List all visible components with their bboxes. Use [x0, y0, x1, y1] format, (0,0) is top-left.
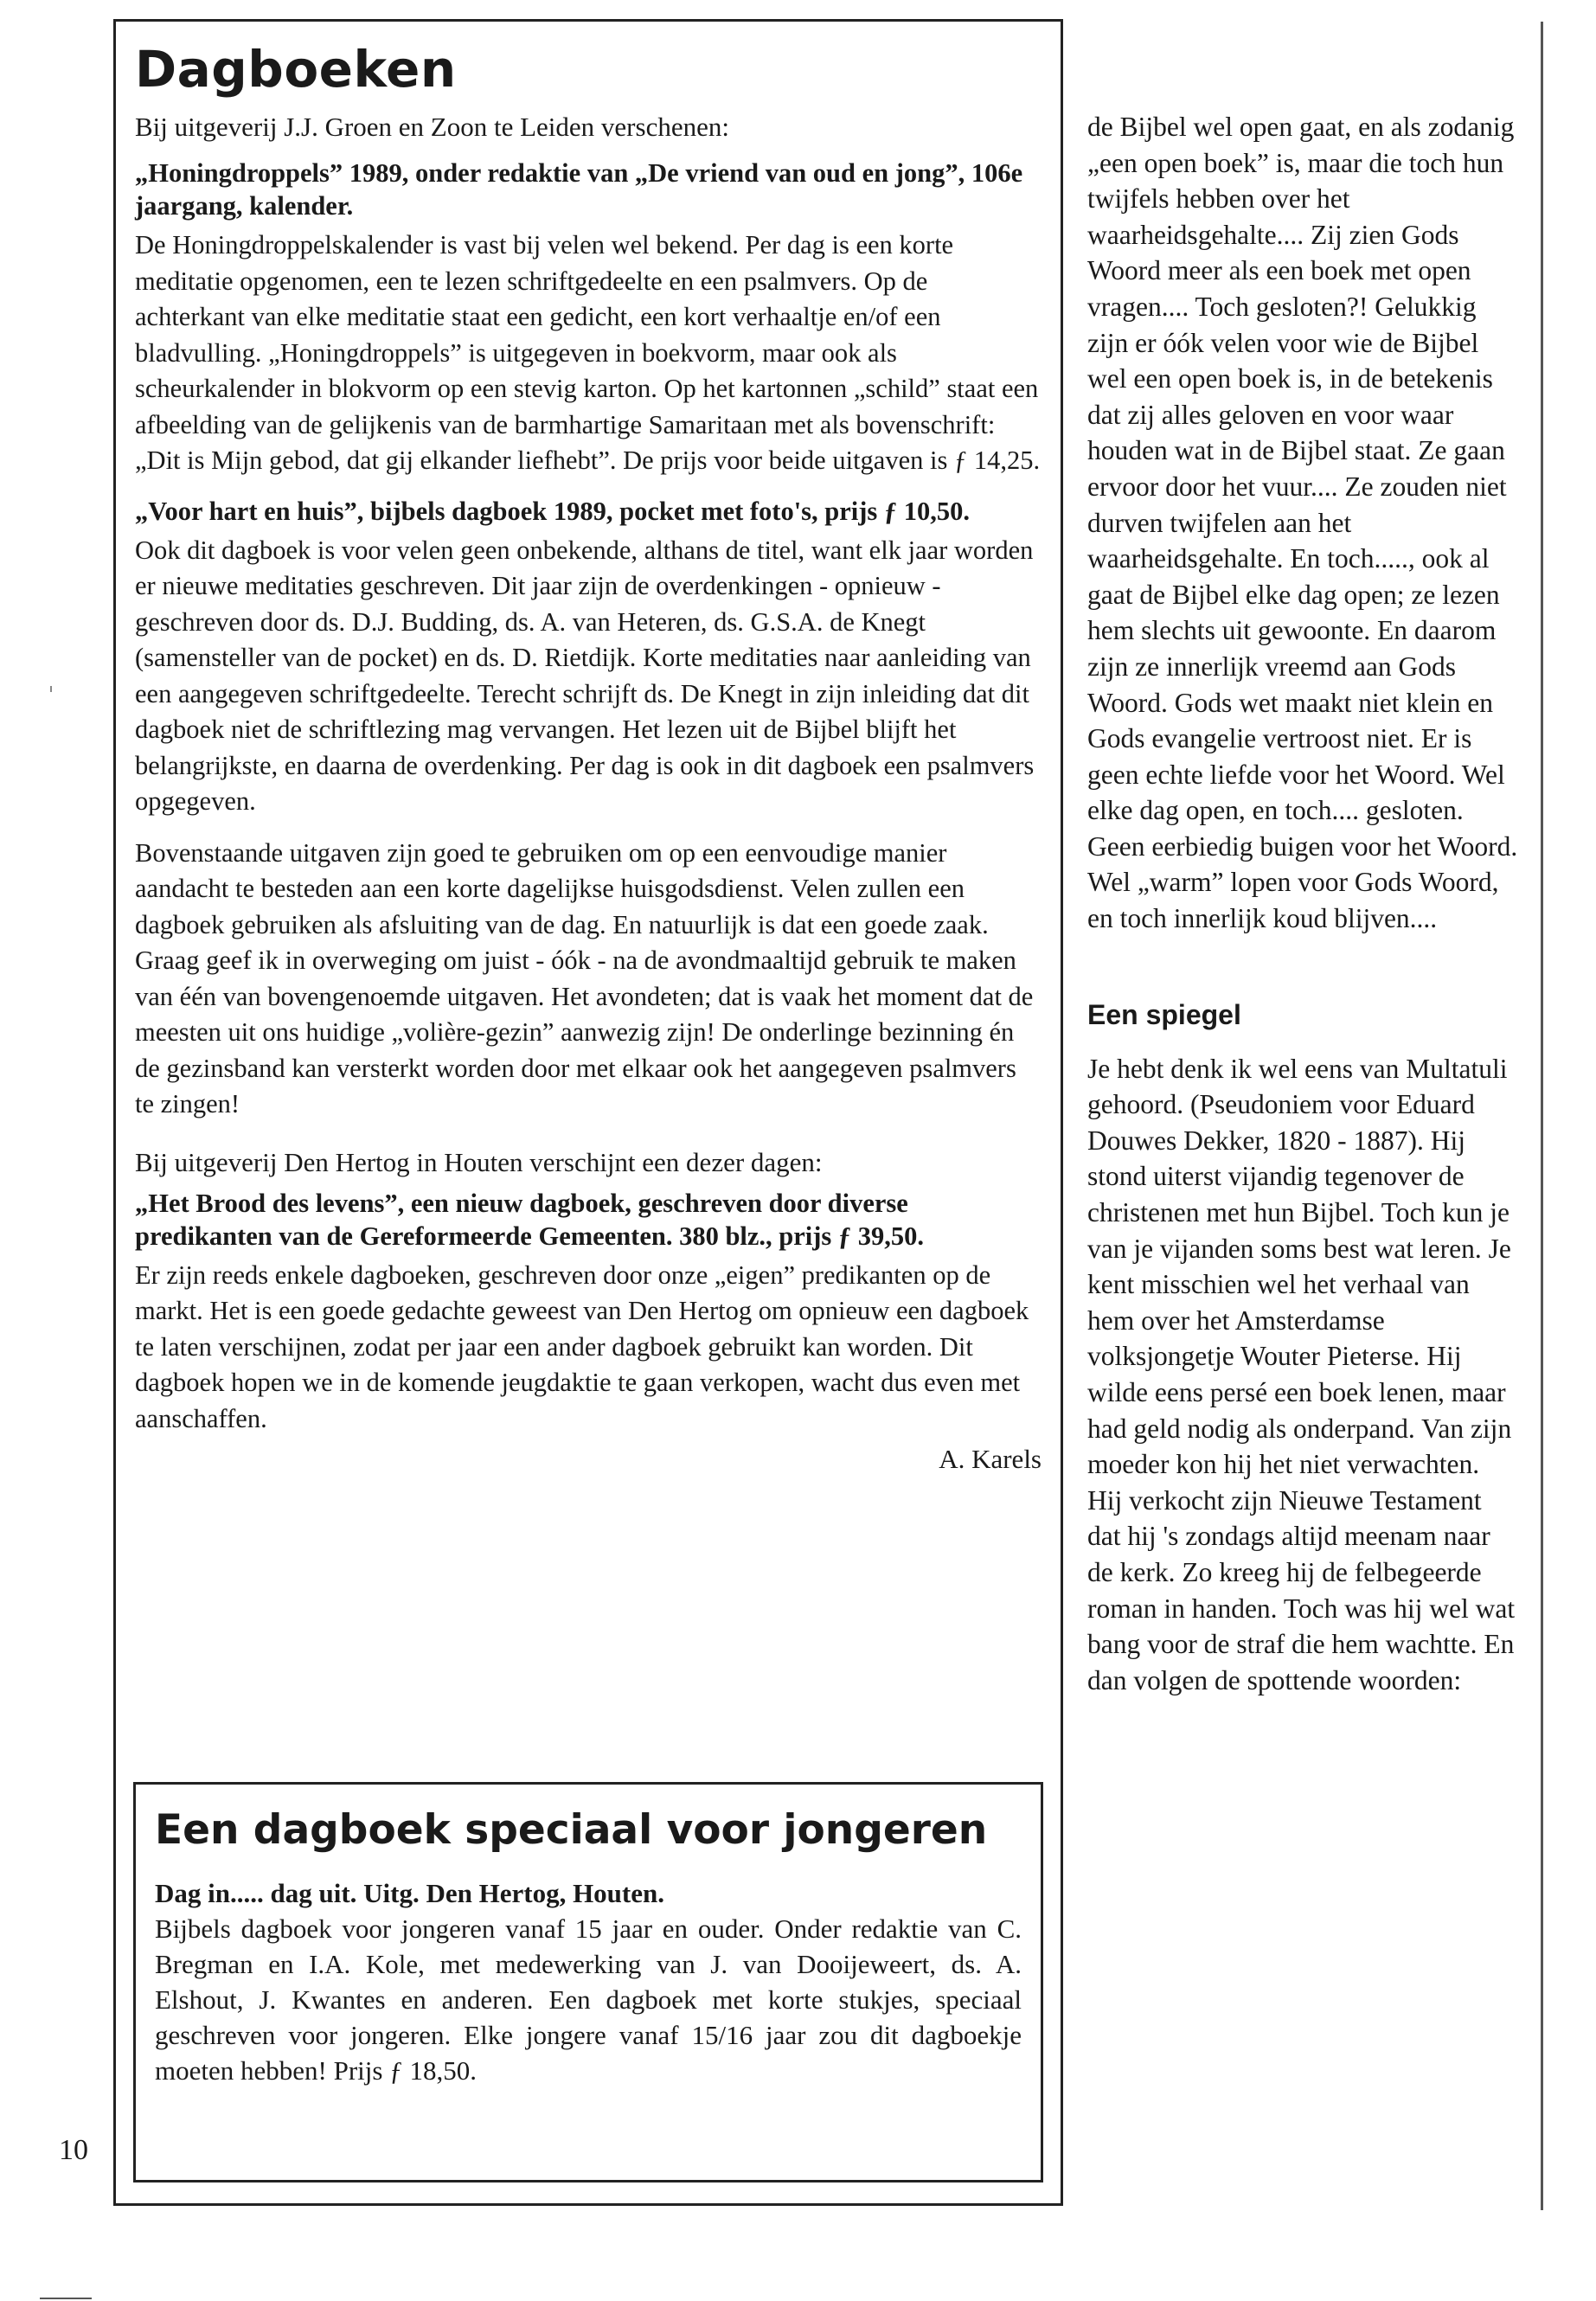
right-column-paragraph-2: Je hebt denk ik wel eens van Multatuli gehoord. (Pseudoniem voor Eduard Douwes Dekker, 1820 - 1887). Hij stond uiterst vijandig tegenover de christenen met hun Bijbel. Toch kun je van je vijanden soms best wat leren. Je kent misschien wel het verhaal van hem over het Amsterdamse volksjongetje Wouter Pieterse. Hij wilde eens persé een boek lenen, maar had geld nodig als onderpand. Van zijn moeder kon hij het niet verwachten. Hij verkocht zijn Nieuwe Testament dat hij 's zondags altijd meenam naar de kerk. Zo kreeg hij de felbegeerde roman in handen. Toch was hij wel wat bang voor de straf die hem wachtte. En dan volgen de spottende woorden: [1087, 1053, 1516, 1695]
jongeren-box-heading: Dag in..... dag uit. Uitg. Den Hertog, Houten. [155, 1878, 664, 1908]
intro-groen: Bij uitgeverij J.J. Groen en Zoon te Leiden verschenen: [135, 112, 729, 142]
brood-des-levens-text: Er zijn reeds enkele dagboeken, geschreven door onze „eigen” predikanten op de markt. Het is een goede gedachte geweest van Den Hertog om opnieuw een dagboek te laten verschijnen, zodat per jaar een ander dagboek gebruikt kan worden. Dit dagboek hopen we in de komende jeugdaktie te gaan verkopen, wacht dus even met aanschaffen. [135, 1259, 1029, 1433]
honingdroppels-text: De Honingdroppelskalender is vast bij velen wel bekend. Per dag is een korte meditatie opgenomen, een te lezen schriftgedeelte en een psalmvers. Op de achterkant van elke meditatie staat een gedicht, een kort verhaaltje en/of een bladvulling. „Honingdroppels” is uitgegeven in boekvorm, maar ook als scheurkalender in blokvorm op een stevig karton. Op het kartonnen „schild” staat een afbeelding van de gelijkenis van de barmhartige Samaritaan met als bovenschrift: „Dit is Mijn gebod, dat gij elkander liefhebt”. De prijs voor beide uitgaven is ƒ 14,25. [135, 230, 1041, 475]
margin-speck [50, 686, 52, 692]
closing-paragraph: Bovenstaande uitgaven zijn goed te gebruiken om op een eenvoudige manier aandacht te besteden aan een korte dagelijkse huisgodsdienst. Velen zullen een dagboek gebruiken als afsluiting van de dag. En natuurlijk is dat een goede zaak. Graag geef ik in overweging om juist - óók - na de avondmaaltijd gebruik te maken van één van bovengenoemde uitgaven. Het avondeten; dat is vaak het moment dat de meesten uit ons huidige „volière-gezin” aanwezig zijn! De onderlinge bezinning én de gezinsband kan versterkt worden door met elkaar ook het aangegeven psalmvers te zingen! [135, 837, 1034, 1118]
honingdroppels-heading: „Honingdroppels” 1989, onder redaktie van „De vriend van oud en jong”, 106e jaargang, kalender. [135, 158, 1023, 221]
dagboeken-article [113, 19, 1063, 2206]
jongeren-box-text: Bijbels dagboek voor jongeren vanaf 15 jaar en ouder. Onder redaktie van C. Bregman en I.A. Kole, met medewerking van J. van Dooijeweert, ds. A. Elshout, J. Kwantes en anderen. Een dagboek met korte stukjes, speciaal geschreven voor jongeren. Elke jongere vanaf 15/16 jaar zou dit dagboekje moeten hebben! Prijs ƒ 18,50. [155, 1913, 1022, 2086]
article-title: Dagboeken [135, 40, 457, 99]
jongeren-box-title: Een dagboek speciaal voor jongeren [155, 1806, 988, 1854]
page-number: 10 [59, 2134, 88, 2166]
author-signature: A. Karels [939, 1444, 1042, 1474]
brood-des-levens-heading: „Het Brood des levens”, een nieuw dagboek, geschreven door diverse predikanten van de Gereformeerde Gemeenten. 380 blz., prijs ƒ 39,50. [135, 1188, 925, 1251]
bottom-edge-line [40, 2298, 92, 2299]
column-rule [1541, 22, 1543, 2210]
right-column [1087, 109, 1520, 1698]
een-spiegel-heading: Een spiegel [1087, 998, 1241, 1030]
right-column-paragraph-1: de Bijbel wel open gaat, en als zodanig „een open boek” is, maar die toch hun twijfels hebben over het waarheidsgehalte.... Zij zien Gods Woord meer als een boek met open vragen.... Toch gesloten?! Gelukkig zijn er óók velen voor wie de Bijbel wel een open boek is, in de betekenis dat zij alles geloven en voor waar houden wat in de Bijbel staat. Ze gaan ervoor door het vuur.... Ze zouden niet durven twijfelen aan het waarheidsgehalte. En toch....., ook al gaat de Bijbel elke dag open; ze lezen hem slechts uit gewoonte. En daarom zijn ze innerlijk vreemd aan Gods Woord. Gods wet maakt niet klein en Gods evangelie vertroost niet. Er is geen echte liefde voor het Woord. Wel elke dag open, en toch.... gesloten. Geen eerbiedig buigen voor het Woord. Wel „warm” lopen voor Gods Woord, en toch innerlijk koud blijven.... [1087, 112, 1518, 934]
voor-hart-en-huis-text: Ook dit dagboek is voor velen geen onbekende, althans de titel, want elk jaar worden er nieuwe meditaties geschreven. Dit jaar zijn de overdenkingen - opnieuw - geschreven door ds. D.J. Budding, ds. A. van Heteren, ds. G.S.A. de Knegt (samensteller van de pocket) en ds. D. Rietdijk. Korte meditaties naar aanleiding van een aangegeven schriftgedeelte. Terecht schrijft ds. De Knegt in zijn inleiding dat dit dagboek niet de schriftlezing mag vervangen. Het lezen uit de Bijbel blijft het belangrijkste, en daarna de overdenking. Per dag is ook in dit dagboek een psalmvers opgegeven. [135, 535, 1035, 816]
jongeren-dagboek-box [133, 1782, 1043, 2182]
voor-hart-en-huis-heading: „Voor hart en huis”, bijbels dagboek 1989, pocket met foto's, prijs ƒ 10,50. [135, 496, 971, 526]
intro-den-hertog: Bij uitgeverij Den Hertog in Houten verschijnt een dezer dagen: [135, 1146, 823, 1177]
